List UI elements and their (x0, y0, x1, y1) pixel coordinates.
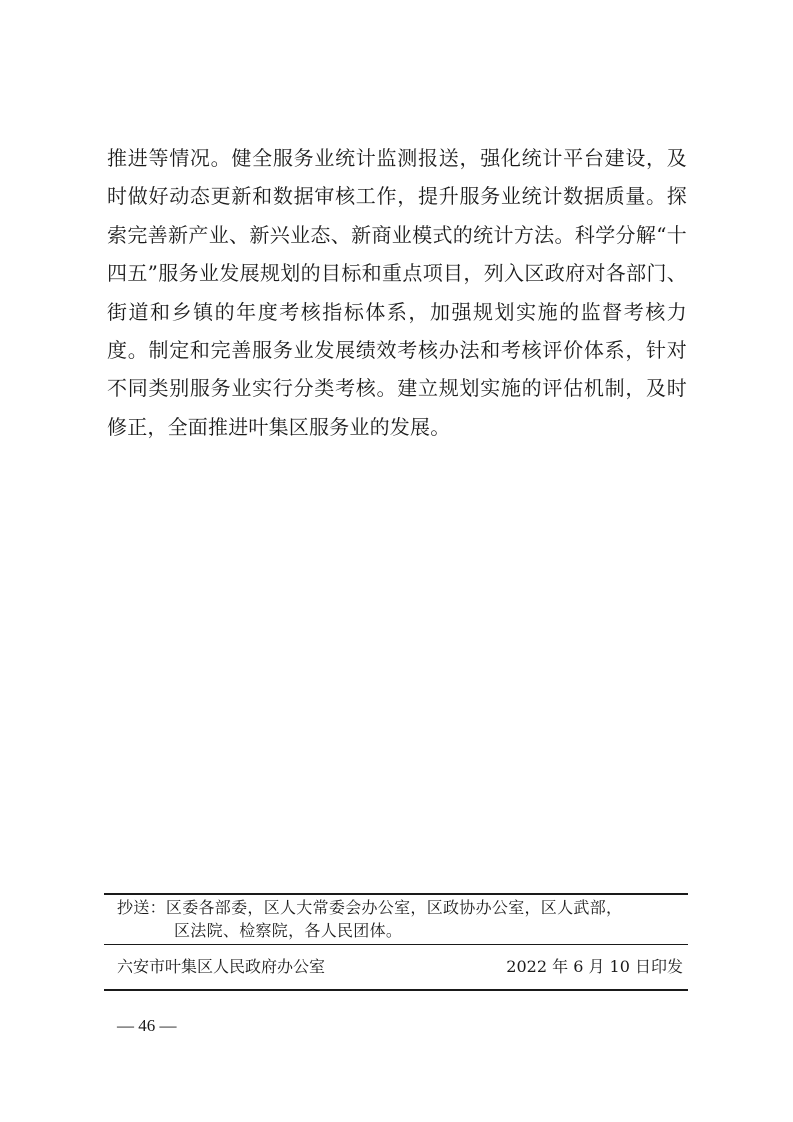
body-paragraph (107, 139, 687, 446)
body-line-1: 推进等情况。健全服务业统计监测报送，强化统计平台建设，及 (107, 146, 687, 170)
body-line-4: 四五”服务业发展规划的目标和重点项目，列入区政府对各部门、 (107, 261, 687, 286)
page-number: — 46 — (117, 1016, 177, 1035)
footer-bottom-rule (104, 989, 688, 991)
cc-recipients (117, 896, 687, 942)
cc-line-1: 抄送：区委各部委，区人大常委会办公室，区政协办公室，区人武部， (117, 898, 623, 917)
body-line-7: 不同类别服务业实行分类考核。建立规划实施的评估机制，及时 (107, 376, 687, 401)
footer-middle-rule (104, 944, 688, 945)
footer-top-rule (104, 893, 688, 895)
issuing-office: 六安市叶集区人民政府办公室 (117, 957, 326, 976)
cc-line-2: 区法院、检察院，各人民团体。 (174, 921, 403, 940)
body-line-5: 街道和乡镇的年度考核指标体系，加强规划实施的监督考核力 (107, 299, 687, 324)
issue-date: 2022 年 6 月 10 日印发 (506, 957, 683, 976)
body-line-8: 修正，全面推进叶集区服务业的发展。 (107, 414, 451, 439)
body-line-6: 度。制定和完善服务业发展绩效考核办法和考核评价体系，针对 (107, 337, 687, 362)
body-line-3: 索完善新产业、新兴业态、新商业模式的统计方法。科学分解“十 (107, 222, 687, 247)
body-line-2: 时做好动态更新和数据审核工作，提升服务业统计数据质量。探 (107, 184, 687, 209)
